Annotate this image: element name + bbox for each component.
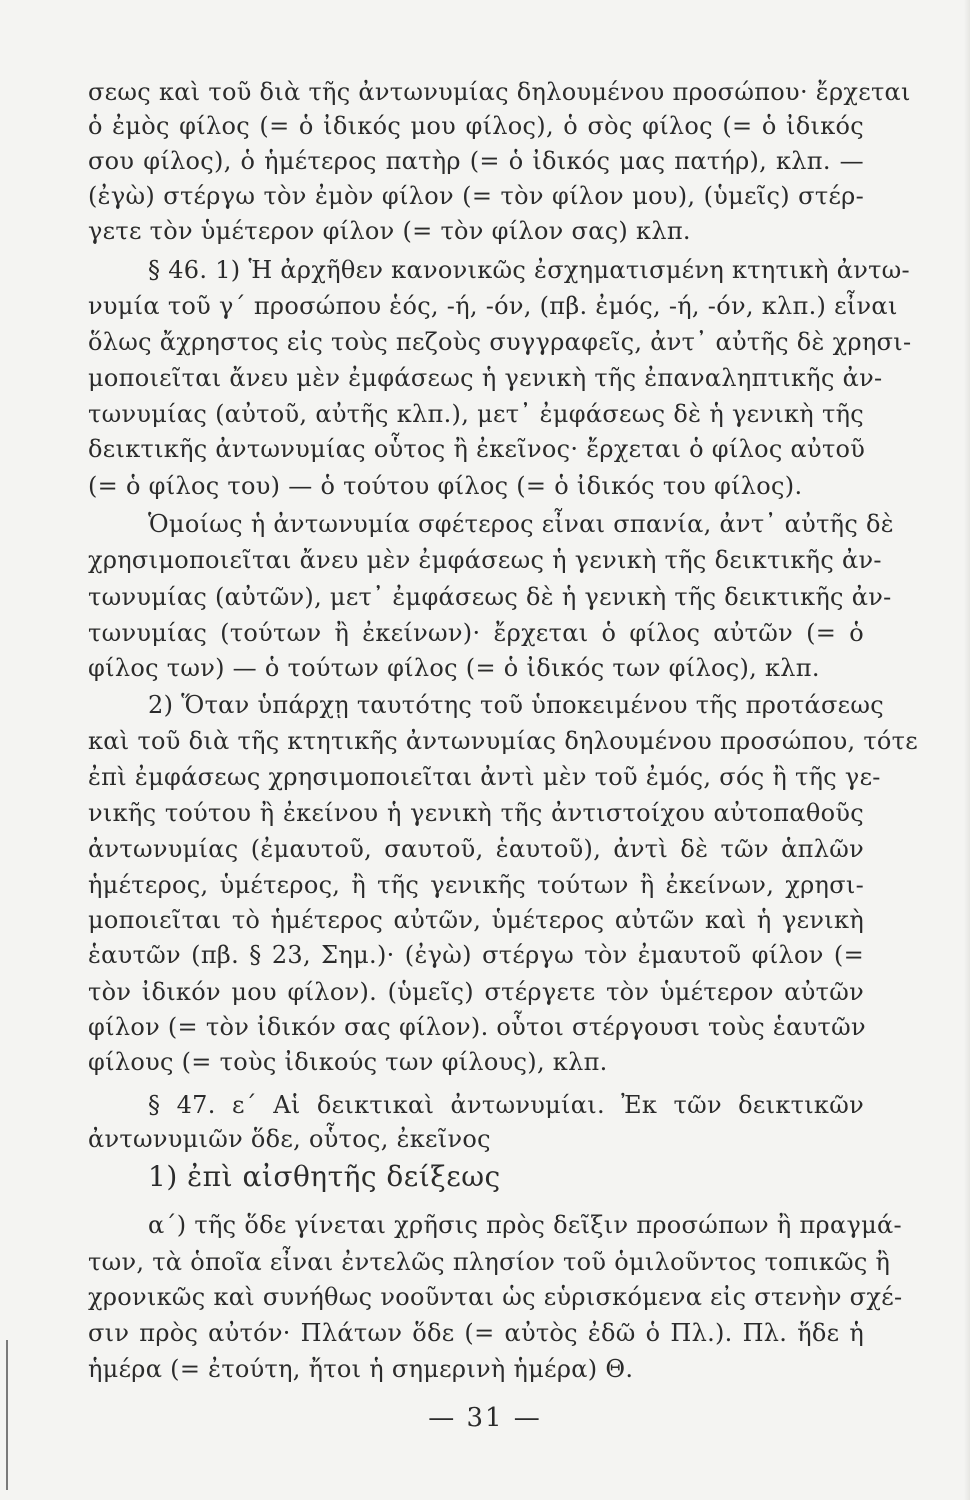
text-line-23: ἡμέτερος, ὑμέτερος, ἢ τῆς γενικῆς τούτων ἢ ἐκείνων, χρησι- bbox=[88, 871, 864, 899]
page-number: — 31 — bbox=[428, 1403, 542, 1433]
text-line-4: (ἐγὼ) στέργω τὸν ἐμὸν φίλον (= τὸν φίλον μου), (ὑμεῖς) στέρ- bbox=[88, 182, 864, 210]
text-line-22: ἀντωνυμίας (ἐμαυτοῦ, σαυτοῦ, ἑαυτοῦ), ἀντὶ δὲ τῶν ἁπλῶν bbox=[88, 835, 864, 863]
text-line-34: σιν πρὸς αὐτόν· Πλάτων ὅδε (= αὐτὸς ἐδῶ ὁ Πλ.). Πλ. ἥδε ἡ bbox=[88, 1319, 864, 1347]
text-line-28: φίλους (= τοὺς ἰδικούς των φίλους), κλπ. bbox=[88, 1048, 608, 1076]
text-line-9: μοποιεῖται ἄνευ μὲν ἐμφάσεως ἡ γενικὴ τῆς ἐπαναληπτικῆς ἀν- bbox=[88, 364, 883, 392]
paragraph-a-start: α΄) τῆς ὅδε γίνεται χρῆσις πρὸς δεῖξιν προσώπων ἢ πραγμά- bbox=[148, 1211, 902, 1239]
text-line-19: καὶ τοῦ διὰ τῆς κτητικῆς ἀντωνυμίας δηλουμένου προσώπου, τότε bbox=[88, 727, 918, 755]
section-47-start: § 47. ε΄ Αἱ δεικτικαὶ ἀντωνυμίαι. Ἐκ τῶν δεικτικῶν bbox=[148, 1091, 864, 1119]
text-line-2: ὁ ἐμὸς φίλος (= ὁ ἰδικός μου φίλος), ὁ σὸς φίλος (= ὁ ἰδικός bbox=[88, 112, 864, 140]
text-line-17: φίλος των) — ὁ τούτων φίλος (= ὁ ἰδικός των φίλος), κλπ. bbox=[88, 654, 820, 682]
paragraph-omoios-start: Ὁμοίως ἡ ἀντωνυμία σφέτερος εἶναι σπανία, ἀντ᾽ αὐτῆς δὲ bbox=[148, 510, 894, 538]
text-line-5: γετε τὸν ὑμέτερον φίλον (= τὸν φίλον σας) κλπ. bbox=[88, 217, 691, 245]
text-line-20: ἐπὶ ἐμφάσεως χρησιμοποιεῖται ἀντὶ μὲν τοῦ ἐμός, σός ἢ τῆς γε- bbox=[88, 763, 881, 791]
text-line-35: ἡμέρα (= ἐτούτη, ἤτοι ἡ σημερινὴ ἡμέρα) Θ. bbox=[88, 1355, 634, 1383]
text-line-24: μοποιεῖται τὸ ἡμέτερος αὐτῶν, ὑμέτερος αὐτῶν καὶ ἡ γενικὴ bbox=[88, 906, 864, 934]
text-line-3: σου φίλος), ὁ ἡμέτερος πατὴρ (= ὁ ἰδικός μας πατήρ), κλπ. — bbox=[88, 147, 864, 175]
text-line-30: ἀντωνυμιῶν ὅδε, οὗτος, ἐκεῖνος bbox=[88, 1125, 491, 1153]
text-line-15: τωνυμίας (αὐτῶν), μετ᾽ ἐμφάσεως δὲ ἡ γενικὴ τῆς δεικτικῆς ἀν- bbox=[88, 583, 892, 611]
text-line-32: των, τὰ ὁποῖα εἶναι ἐντελῶς πλησίον τοῦ ὁμιλοῦντος τοπικῶς ἢ bbox=[88, 1248, 891, 1276]
text-line-1: σεως καὶ τοῦ διὰ τῆς ἀντωνυμίας δηλουμένου προσώπου· ἔρχεται bbox=[88, 78, 911, 106]
text-line-11: δεικτικῆς ἀντωνυμίας οὗτος ἢ ἐκεῖνος· ἔρχεται ὁ φίλος αὐτοῦ bbox=[88, 435, 866, 463]
page-edge-shadow bbox=[964, 0, 970, 1500]
text-line-27: φίλον (= τὸν ἰδικόν σας φίλον). οὗτοι στέργουσι τοὺς ἑαυτῶν bbox=[88, 1013, 866, 1041]
text-line-33: χρονικῶς καὶ συνήθως νοοῦνται ὡς εὑρισκόμενα εἰς στενὴν σχέ- bbox=[88, 1283, 903, 1311]
text-line-8: ὅλως ἄχρηστος εἰς τοὺς πεζοὺς συγγραφεῖς, ἀντ᾽ αὐτῆς δὲ χρησι- bbox=[88, 328, 912, 356]
scan-edge-mark bbox=[6, 1340, 8, 1490]
text-line-12: (= ὁ φίλος του) — ὁ τούτου φίλος (= ὁ ἰδικός του φίλος). bbox=[88, 472, 803, 500]
text-line-21: νικῆς τούτου ἢ ἐκείνου ἡ γενικὴ τῆς ἀντιστοίχου αὐτοπαθοῦς bbox=[88, 799, 864, 827]
section-46-start: § 46. 1) Ἡ ἀρχῆθεν κανονικῶς ἐσχηματισμένη κτητικὴ ἀντω- bbox=[148, 256, 910, 284]
subsection-heading: 1) ἐπὶ αἰσθητῆς δείξεως bbox=[148, 1160, 501, 1193]
text-line-7: νυμία τοῦ γ΄ προσώπου ἑός, -ή, -όν, (πβ. ἐμός, -ή, -όν, κλπ.) εἶναι bbox=[88, 292, 898, 320]
paragraph-2-start: 2) Ὅταν ὑπάρχῃ ταυτότης τοῦ ὑποκειμένου τῆς προτάσεως bbox=[148, 691, 885, 719]
text-line-26: τὸν ἰδικόν μου φίλον). (ὑμεῖς) στέργετε τὸν ὑμέτερον αὐτῶν bbox=[88, 978, 864, 1006]
text-line-25: ἑαυτῶν (πβ. § 23, Σημ.)· (ἐγὼ) στέργω τὸν ἐμαυτοῦ φίλον (= bbox=[88, 941, 864, 969]
text-line-14: χρησιμοποιεῖται ἄνευ μὲν ἐμφάσεως ἡ γενικὴ τῆς δεικτικῆς ἀν- bbox=[88, 546, 882, 574]
text-line-10: τωνυμίας (αὐτοῦ, αὐτῆς κλπ.), μετ᾽ ἐμφάσεως δὲ ἡ γενικὴ τῆς bbox=[88, 400, 864, 428]
text-line-16: τωνυμίας (τούτων ἢ ἐκείνων)· ἔρχεται ὁ φίλος αὐτῶν (= ὁ bbox=[88, 619, 864, 647]
